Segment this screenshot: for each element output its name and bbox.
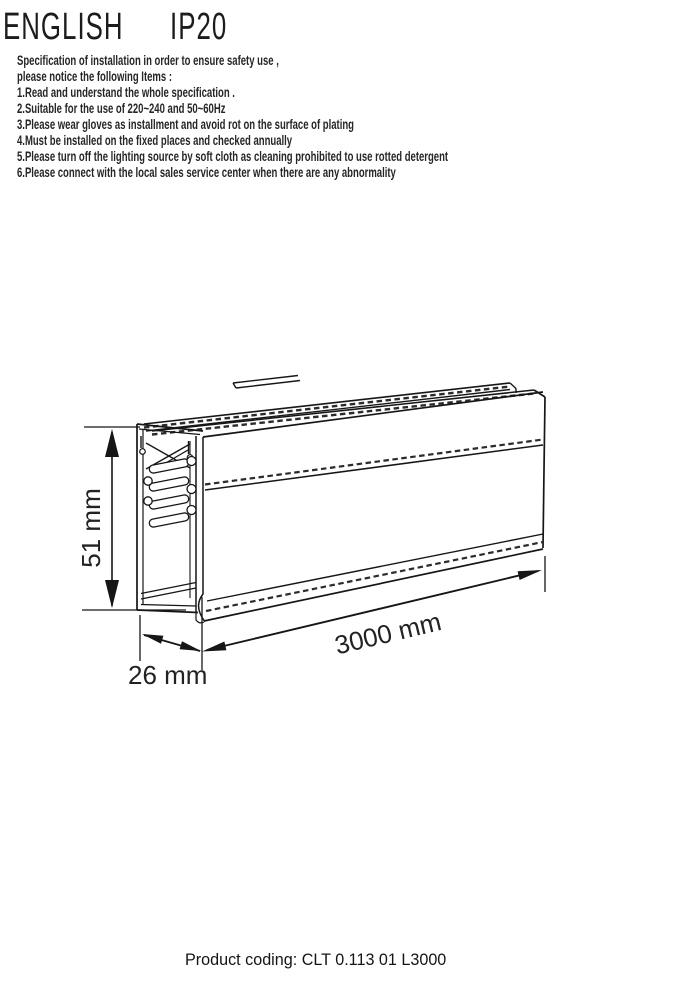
- length-dimension-label: 3000 mm: [331, 606, 445, 661]
- header-language: ENGLISH: [3, 6, 124, 48]
- depth-dimension-label: 26 mm: [128, 660, 208, 690]
- rail-top-face: [144, 376, 534, 435]
- spec-item: 3.Please wear gloves as installment and avoid rot on the surface of plating: [17, 116, 355, 132]
- product-coding: Product coding: CLT 0.113 01 L3000: [185, 950, 447, 969]
- spec-item: 4.Must be installed on the fixed places and checked annually: [17, 132, 293, 148]
- dimension-length: [202, 556, 545, 660]
- spec-item: 6.Please connect with the local sales service center when there are any abnormality: [17, 164, 396, 180]
- height-dimension-label: 51 mm: [76, 488, 106, 568]
- spec-item: 5.Please turn off the lighting source by soft cloth as cleaning prohibited to use rotted detergent: [17, 148, 449, 164]
- spec-intro-line: Specification of installation in order to ensure safety use ,: [17, 52, 279, 68]
- rail-cross-section: [137, 424, 203, 613]
- spec-item: 1.Read and understand the whole specification .: [17, 84, 235, 100]
- spec-item: 2.Suitable for the use of 220~240 and 50~60Hz: [17, 100, 226, 116]
- rail-body: [196, 390, 545, 623]
- header-ip-rating: IP20: [170, 6, 228, 48]
- spec-intro-line: please notice the following Items :: [17, 68, 172, 84]
